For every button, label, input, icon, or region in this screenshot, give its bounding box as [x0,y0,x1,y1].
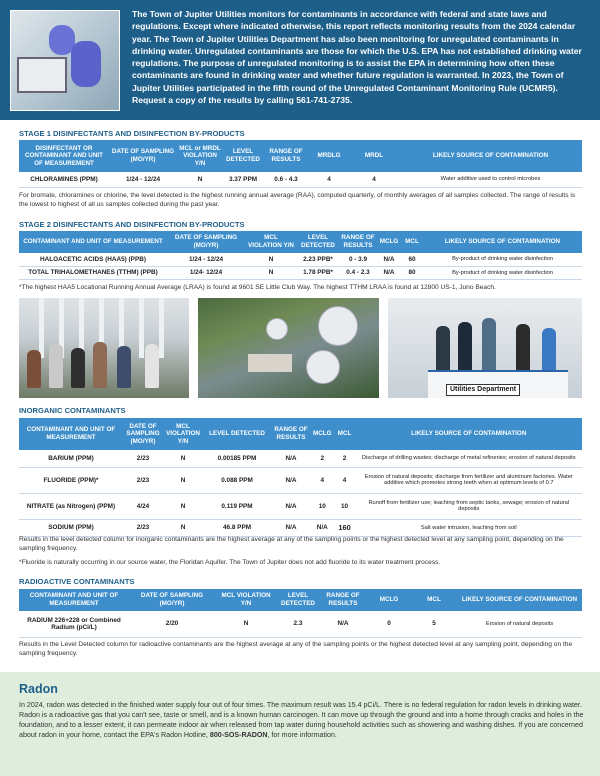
range: 0 - 3.9 [339,253,377,266]
violation: N [163,519,203,536]
mcl: 80 [401,266,423,279]
radioactive-title: RADIOACTIVE CONTAMINANTS [19,577,135,586]
level-detected: 46.8 PPM [203,519,271,536]
phone-number[interactable]: 561-741-2735 [296,95,350,106]
radon-hotline[interactable]: 800-SOS-RADON [209,730,268,739]
range: N/A [319,611,367,637]
stage2-title: STAGE 2 DISINFECTANTS AND DISINFECTION BY-PRODUCTS [19,220,245,229]
intro-text: The Town of Jupiter Utilities monitors for contaminants in accordance with federal and state laws and regulations. Except where indicated otherwise, this report reflects monitoring results from the 2024 calendar year. The Town of Jupiter Utilities Department has also been monitoring for unregulated contaminants in drinking water. Unregulated contaminants are those for which the U.S. EPA has not established drinking water regulations. The purpose of unregulated monitoring is to assist the EPA in determining how often these contaminants are found in drinking water and whether future regulation is warranted. In 2023, the Town of Jupiter Utilities participated in the fifth round of the Unregulated Contaminant Monitoring Rule (UCMR5). Request a copy of the results by calling 561-741-2735. [132,9,582,106]
source: Discharge of drilling wastes; discharge of metal refineries; erosion of natural deposits [356,450,582,467]
column-header: RANGE OF RESULTS [319,589,367,611]
mclg: 0 [367,611,411,637]
column-header: CONTAMINANT AND UNIT OF MEASUREMENT [19,589,129,611]
column-header: MCL VIOLATION Y/N [245,231,297,253]
violation: N [245,253,297,266]
range: N/A [271,493,311,519]
sampling-date: 4/24 [123,493,163,519]
source: Erosion of natural deposits [457,611,582,637]
column-header: MCL [401,231,423,253]
table-header-row [19,231,582,253]
contaminant-name: BARIUM (PPM) [19,450,123,467]
contaminant-name: SODIUM (PPM) [19,519,123,536]
violation: N [177,172,223,187]
level-detected: 1.78 PPB* [297,266,339,279]
source: By-product of drinking water disinfection [423,253,582,266]
range: 0.6 - 4.3 [263,172,309,187]
column-header: MCLG [367,589,411,611]
table-row [19,611,582,637]
column-header: MCL VIOLATION Y/N [215,589,277,611]
column-header: MRDL [349,140,399,172]
stage2-note: *The highest HAA5 Locational Running Annual Average (LRAA) is found at 9601 SE Little Club Way. The highest TTHM LRAA is found at 12800 US-1, Juno Beach. [19,284,496,291]
table-row [19,266,582,279]
stage2-table [19,231,582,280]
violation: N [215,611,277,637]
level-detected: 0.00185 PPM [203,450,271,467]
mclg: 10 [311,493,334,519]
violation: N [163,450,203,467]
column-header: LIKELY SOURCE OF CONTAMINATION [423,231,582,253]
column-header: CONTAMINANT AND UNIT OF MEASUREMENT [19,418,123,450]
stage1-title: STAGE 1 DISINFECTANTS AND DISINFECTION BY-PRODUCTS [19,129,245,138]
column-header: MRDLG [309,140,349,172]
table-header-row [19,418,582,450]
table-header-row [19,140,582,172]
contaminant-name: HALOACETIC ACIDS (HAA5) (PPB) [19,253,167,266]
sampling-date: 2/23 [123,450,163,467]
contaminant-name: RADIUM 226+228 or Combined Radium (pCi/L) [19,611,129,637]
column-header: DATE OF SAMPLING (MO/YR) [129,589,215,611]
column-header: MCL [334,418,356,450]
column-header: RANGE OF RESULTS [339,231,377,253]
stage1-note: For bromate, chloramines or chlorine, the level detected is the highest running annual average (RAA), computed quarterly, of monthly averages of all samples collected. The range of results is the lowest to highest of all us samples collected during the past year. [19,192,576,208]
aerial-plant-photo [198,298,379,398]
outreach-booth-photo [388,298,582,398]
source: Runoff from fertilizer use; leaching from septic tanks, sewage; erosion of natural deposits [356,493,582,519]
source: Salt water intrusion, leaching from soil [356,519,582,536]
table-row [19,519,582,536]
table-row [19,450,582,467]
mclg: N/A [377,253,401,266]
contaminant-name: FLUORIDE (PPM)* [19,467,123,493]
inorganic-title: INORGANIC CONTAMINANTS [19,406,126,415]
range: N/A [271,467,311,493]
sampling-date: 1/24 - 12/24 [167,253,245,266]
sampling-date: 2/23 [123,467,163,493]
violation: N [163,493,203,519]
level-detected: 0.088 PPM [203,467,271,493]
column-header: LIKELY SOURCE OF CONTAMINATION [457,589,582,611]
level-detected: 2.23 PPB* [297,253,339,266]
mcl: 160 [334,519,356,536]
mclg: 4 [311,467,334,493]
stage1-table [19,140,582,188]
level-detected: 3.37 PPM [223,172,263,187]
column-header: MCLG [377,231,401,253]
table-row [19,467,582,493]
contaminant-name: NITRATE (as Nitrogen) (PPM) [19,493,123,519]
mclg: N/A [311,519,334,536]
column-header: LIKELY SOURCE OF CONTAMINATION [356,418,582,450]
contaminant-name: TOTAL TRIHALOMETHANES (TTHM) (PPB) [19,266,167,279]
radioactive-note: Results in the Level Detected column for radioactive contaminants are the highest average at any of the sampling points or the highest detected level at any sampling point, depending on the sampling frequency. [19,641,573,657]
mclg: 2 [311,450,334,467]
column-header: CONTAMINANT AND UNIT OF MEASUREMENT [19,231,167,253]
tour-group-photo [19,298,189,398]
fluoride-note: *Fluoride is naturally occurring in our source water, the Floridan Aquifer. The Town of Jupiter does not add fluoride to its water treatment process. [19,559,441,566]
inorganic-table [19,418,582,537]
radon-title: Radon [19,682,58,696]
column-header: DISINFECTANT OR CONTAMINANT AND UNIT OF MEASUREMENT [19,140,109,172]
column-header: DATE OF SAMPLING (MO/YR) [167,231,245,253]
table-row [19,493,582,519]
violation: N [245,266,297,279]
inorganic-note: Results in the level detected column for inorganic contaminants are the highest average at any of the sampling points or the highest detected level at any sampling point, depending on the sampling frequency. [19,536,564,552]
column-header: RANGE OF RESULTS [263,140,309,172]
mcl: 4 [334,467,356,493]
contaminant-name: CHLORAMINES (PPM) [19,172,109,187]
source: By-product of drinking water disinfection [423,266,582,279]
sampling-date: 1/24- 12/24 [167,266,245,279]
column-header: LIKELY SOURCE OF CONTAMINATION [399,140,582,172]
sampling-date: 2/23 [123,519,163,536]
column-header: LEVEL DETECTED [297,231,339,253]
column-header: RANGE OF RESULTS [271,418,311,450]
mcl: 2 [334,450,356,467]
lab-photo [10,10,120,111]
sampling-date: 1/24 - 12/24 [109,172,177,187]
violation: N [163,467,203,493]
range: N/A [271,519,311,536]
mcl: 60 [401,253,423,266]
mrdlg: 4 [309,172,349,187]
intro-banner [0,0,600,120]
range: 0.4 - 2.3 [339,266,377,279]
column-header: DATE OF SAMPLING (MO/YR) [123,418,163,450]
column-header: LEVEL DETECTED [203,418,271,450]
source: Erosion of natural deposits; discharge from fertilizer and aluminum factories. Water additive which promotes strong teeth when at optimum levels of 0.7 [356,467,582,493]
radon-text: In 2024, radon was detected in the finished water supply four out of four times. The maximum result was 15.4 pCi/L. There is no federal regulation for radon levels in drinking water. Radon is a radioactive gas that you can't see, taste or smell, and is a known human carcinogen. It can move up through the ground and into a home through cracks and holes in the foundation, and to a lesser extent, it can permeate indoor air when released from tap water during household activities such as showering and washing dishes. If you are concerned about radon in your home, contact the EPA's Radon Hotline, 800-SOS-RADON, for more information. [19,701,584,739]
mrdl: 4 [349,172,399,187]
mclg: N/A [377,266,401,279]
booth-banner: Utilities Department [446,384,520,396]
column-header: MCL [411,589,457,611]
radioactive-table [19,589,582,638]
column-header: DATE OF SAMPLING (MO/YR) [109,140,177,172]
table-row [19,253,582,266]
column-header: LEVEL DETECTED [223,140,263,172]
table-row [19,172,582,187]
column-header: MCLG [311,418,334,450]
table-header-row [19,589,582,611]
column-header: LEVEL DETECTED [277,589,319,611]
range: N/A [271,450,311,467]
mcl: 10 [334,493,356,519]
sampling-date: 2/20 [129,611,215,637]
column-header: MCL or MRDL VIOLATION Y/N [177,140,223,172]
source: Water additive used to control microbes [399,172,582,187]
level-detected: 2.3 [277,611,319,637]
column-header: MCL VIOLATION Y/N [163,418,203,450]
level-detected: 0.119 PPM [203,493,271,519]
mcl: 5 [411,611,457,637]
